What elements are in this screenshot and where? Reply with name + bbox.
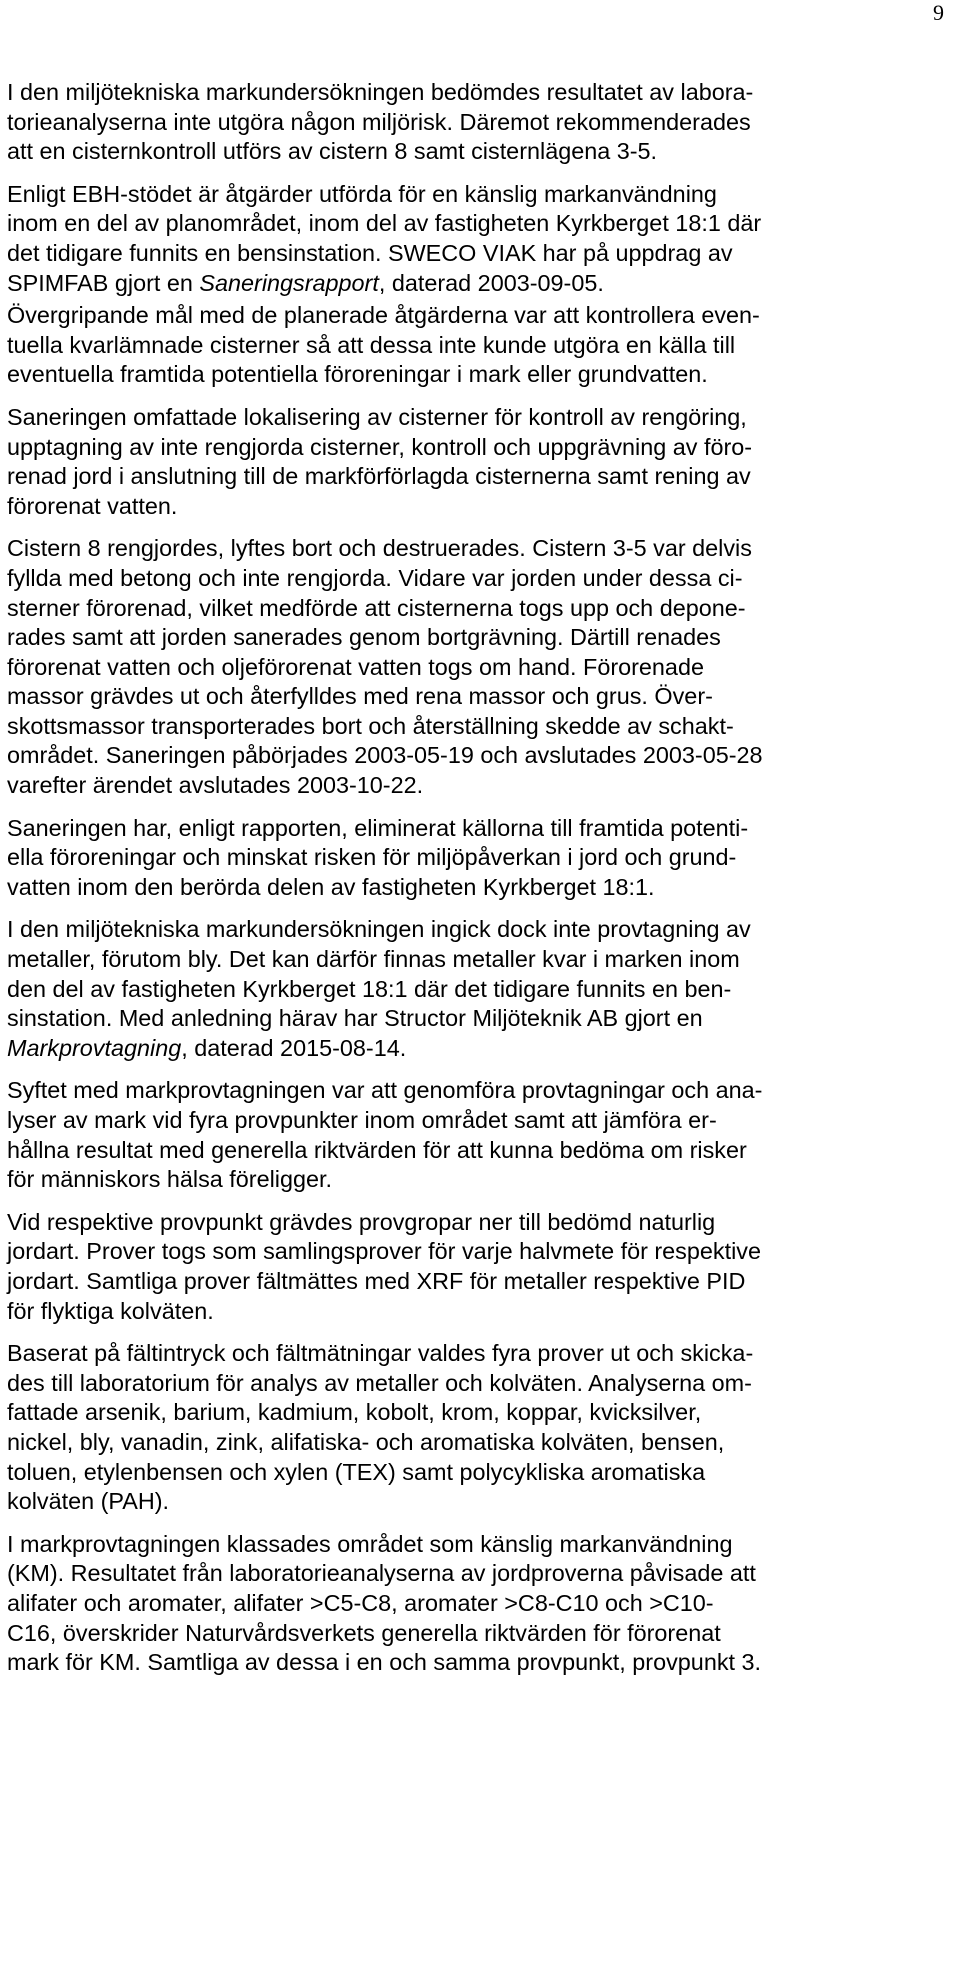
paragraph-3: Övergripande mål med de planerade åtgärderna var att kontrollera even- tuella kvarlämnade cisterner så att dessa inte kunde utgöra en källa till eventuella framtida potentiella föroreningar i mark eller grundvatten.	[7, 302, 760, 388]
paragraph-6: Saneringen har, enligt rapporten, eliminerat källorna till framtida potenti- ella föroreningar och minskat risken för miljöpåverkan i jord och grund- vatten inom den berörda delen av fastigheten Kyrkberget 18:1.	[7, 814, 749, 900]
paragraph-2-text-a: Enligt EBH-stödet är åtgärder utförda för en känslig markanvändning inom en del av planområdet, inom del av fastigheten Kyrkberget 18:1 där det tidigare funnits en bensinstation. SWECO VIAK har på uppdrag av SPIMFAB gjort en	[7, 180, 762, 296]
paragraph-7	[7, 915, 953, 1063]
paragraph-5: Cistern 8 rengjordes, lyftes bort och destruerades. Cistern 3-5 var delvis fyllda med betong och inte rengjorda. Vidare var jorden under dessa ci- sterner förorenad, vilket medförde att cisternerna togs upp och depone- rades samt att jorden sanerades genom bortgrävning. Därtill renades förorenat vatten och oljeförorenat vatten togs om hand. Förorenade massor grävdes ut och återfylldes med rena massor och grus. Över- skottsmassor transporterades bort och återställning skedde av schakt- området. Saneringen påbörjades 2003-05-19 och avslutades 2003-05-28 varefter ärendet avslutades 2003-10-22.	[7, 535, 763, 799]
paragraph-7-text-a: I den miljötekniska markundersökningen ingick dock inte provtagning av metaller, förutom bly. Det kan därför finnas metaller kvar i marken inom den del av fastigheten Kyrkberget 18:1 där det tidigare funnits en ben- sinstation. Med anledning härav har Structor Miljöteknik AB gjort en	[7, 916, 751, 1032]
paragraph-4: Saneringen omfattade lokalisering av cisterner för kontroll av rengöring, upptagning av inte rengjorda cisterner, kontroll och uppgrävning av föro- renad jord i anslutning till de markförförlagda cisternerna samt rening av förorenat vatten.	[7, 403, 753, 519]
paragraph-10: Baserat på fältintryck och fältmätningar valdes fyra prover ut och skicka- des till laboratorium för analys av metaller och kolväten. Analyserna om- fattade arsenik, barium, kadmium, kobolt, krom, koppar, kvicksilver, nickel, bly, vanadin, zink, alifatiska- och aromatiska kolväten, bensen, toluen, etylenbensen och xylen (TEX) samt polycykliska aromatiska kolväten (PAH).	[7, 1340, 754, 1515]
paragraph-2-text-b: , daterad 2003-09-05.	[378, 269, 604, 296]
paragraph-2	[7, 180, 953, 298]
paragraph-9: Vid respektive provpunkt grävdes provgropar ner till bedömd naturlig jordart. Prover togs som samlingsprover för varje halvmete för respektive jordart. Samtliga prover fältmättes med XRF för metaller respektive PID för flyktiga kolväten.	[7, 1208, 761, 1324]
paragraph-11: I markprovtagningen klassades området som känslig markanvändning (KM). Resultatet från laboratorieanalyserna av jordproverna påvisade att alifater och aromater, alifater >C5-C8, aromater >C8-C10 och >C10- C16, överskrider Naturvårdsverkets generella riktvärden för förorenat mark för KM. Samtliga av dessa i en och samma provpunkt, provpunkt 3.	[7, 1530, 762, 1676]
document-body	[7, 78, 953, 1691]
page-number: 9	[933, 0, 944, 25]
paragraph-8: Syftet med markprovtagningen var att genomföra provtagningar och ana- lyser av mark vid fyra provpunkter inom området samt att jämföra er- hållna resultat med generella riktvärden för att kunna bedöma om risker för människors hälsa föreligger.	[7, 1077, 763, 1193]
paragraph-7-report-title: Markprovtagning	[7, 1034, 182, 1061]
paragraph-7-text-b: , daterad 2015-08-14.	[181, 1034, 407, 1061]
paragraph-1: I den miljötekniska markundersökningen bedömdes resultatet av labora- torieanalyserna inte utgöra någon miljörisk. Däremot rekommenderades att en cisternkontroll utförs av cistern 8 samt cisternlägena 3-5.	[7, 79, 754, 165]
paragraph-2-report-title: Saneringsrapport	[199, 269, 379, 296]
